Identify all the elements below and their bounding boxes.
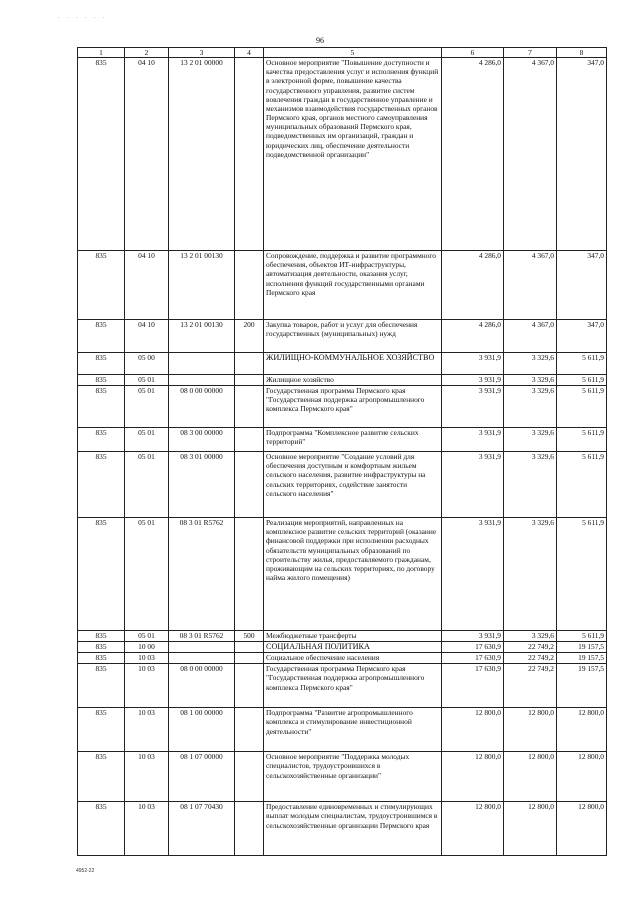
cell-target-article: 13 2 01 00000 [169, 58, 235, 251]
cell-expense-type [235, 353, 264, 375]
cell-expense-type [235, 428, 264, 452]
cell-target-article: 08 1 07 70430 [169, 802, 235, 856]
cell-amount-3: 12 800,0 [557, 802, 607, 856]
cell-admin-code: 835 [78, 58, 125, 251]
cell-expense-type [235, 653, 264, 664]
cell-amount-1: 4 286,0 [442, 251, 504, 320]
cell-section: 10 00 [125, 642, 169, 653]
cell-amount-3: 19 157,5 [557, 664, 607, 708]
cell-target-article: 08 3 01 R5762 [169, 631, 235, 642]
cell-amount-1: 17 630,9 [442, 653, 504, 664]
cell-section: 05 01 [125, 518, 169, 631]
column-header: 8 [557, 48, 607, 58]
cell-target-article [169, 375, 235, 386]
cell-admin-code: 835 [78, 375, 125, 386]
cell-amount-3: 12 800,0 [557, 752, 607, 802]
cell-target-article: 08 3 00 00000 [169, 428, 235, 452]
table-row [78, 251, 607, 320]
cell-amount-1: 3 931,9 [442, 375, 504, 386]
cell-amount-3: 5 611,9 [557, 631, 607, 642]
cell-description: Предоставление единовременных и стимулирующих выплат молодым специалистам, трудоустроившимся в сельскохозяйственные организации Пермского края [264, 802, 442, 856]
cell-admin-code: 835 [78, 664, 125, 708]
cell-target-article: 08 0 00 00000 [169, 386, 235, 428]
cell-amount-2: 12 800,0 [504, 708, 557, 752]
cell-section: 05 00 [125, 353, 169, 375]
cell-amount-3: 5 611,9 [557, 452, 607, 518]
cell-description: Межбюджетные трансферты [264, 631, 442, 642]
cell-description: Социальное обеспечение населения [264, 653, 442, 664]
cell-amount-3: 5 611,9 [557, 353, 607, 375]
cell-amount-1: 12 800,0 [442, 752, 504, 802]
footer-doc-code: 4952-22 [76, 868, 95, 874]
cell-section: 05 01 [125, 428, 169, 452]
cell-amount-2: 22 749,2 [504, 653, 557, 664]
cell-amount-3: 347,0 [557, 58, 607, 251]
cell-section: 05 01 [125, 631, 169, 642]
cell-expense-type [235, 518, 264, 631]
table-row [78, 642, 607, 653]
cell-admin-code: 835 [78, 428, 125, 452]
cell-amount-2: 22 749,2 [504, 642, 557, 653]
cell-amount-1: 3 931,9 [442, 353, 504, 375]
cell-amount-3: 347,0 [557, 251, 607, 320]
cell-section: 10 03 [125, 708, 169, 752]
cell-description: Подпрограмма "Комплексное развитие сельских территорий" [264, 428, 442, 452]
column-header: 2 [125, 48, 169, 58]
cell-amount-3: 347,0 [557, 320, 607, 353]
cell-description: Закупка товаров, работ и услуг для обеспечения государственных (муниципальных) нужд [264, 320, 442, 353]
cell-description: Жилищное хозяйство [264, 375, 442, 386]
cell-admin-code: 835 [78, 802, 125, 856]
cell-amount-2: 22 749,2 [504, 664, 557, 708]
table-row [78, 428, 607, 452]
table-row [78, 653, 607, 664]
cell-section: 04 10 [125, 251, 169, 320]
cell-section: 10 03 [125, 802, 169, 856]
table-row [78, 518, 607, 631]
cell-admin-code: 835 [78, 386, 125, 428]
cell-admin-code: 835 [78, 752, 125, 802]
table-row [78, 386, 607, 428]
table-row [78, 802, 607, 856]
cell-section: 05 01 [125, 452, 169, 518]
cell-expense-type: 200 [235, 320, 264, 353]
cell-amount-2: 3 329,6 [504, 353, 557, 375]
cell-section: 10 03 [125, 752, 169, 802]
column-header: 1 [78, 48, 125, 58]
cell-target-article: 08 3 01 00000 [169, 452, 235, 518]
cell-expense-type [235, 752, 264, 802]
cell-expense-type [235, 375, 264, 386]
cell-target-article: 08 3 01 R5762 [169, 518, 235, 631]
cell-amount-1: 17 630,9 [442, 642, 504, 653]
cell-amount-2: 3 329,6 [504, 375, 557, 386]
table-row [78, 353, 607, 375]
table-row [78, 58, 607, 251]
cell-description: Реализация мероприятий, направленных на комплексное развитие сельских территорий (оказание финансовой поддержки при исполнении расходных обязательств муниципальных образований по строительству жилья, предоставляемого гражданам, проживающим на сельских территориях, по договору найма жилого помещения) [264, 518, 442, 631]
cell-amount-2: 4 367,0 [504, 320, 557, 353]
cell-amount-2: 12 800,0 [504, 752, 557, 802]
cell-expense-type [235, 708, 264, 752]
cell-description: Государственная программа Пермского края "Государственная поддержка агропромышленного комплекса Пермского края" [264, 386, 442, 428]
cell-expense-type [235, 642, 264, 653]
cell-description: Государственная программа Пермского края "Государственная поддержка агропромышленного комплекса Пермского края" [264, 664, 442, 708]
cell-target-article: 08 1 07 00000 [169, 752, 235, 802]
table-row [78, 375, 607, 386]
cell-amount-2: 4 367,0 [504, 58, 557, 251]
cell-amount-3: 12 800,0 [557, 708, 607, 752]
cell-target-article: 13 2 01 00130 [169, 251, 235, 320]
cell-section: 10 03 [125, 653, 169, 664]
cell-expense-type [235, 251, 264, 320]
cell-target-article [169, 653, 235, 664]
cell-amount-2: 3 329,6 [504, 518, 557, 631]
cell-amount-3: 5 611,9 [557, 428, 607, 452]
cell-amount-1: 12 800,0 [442, 708, 504, 752]
cell-admin-code: 835 [78, 653, 125, 664]
cell-section: 10 03 [125, 664, 169, 708]
cell-amount-3: 5 611,9 [557, 375, 607, 386]
cell-expense-type [235, 452, 264, 518]
scan-marks: . . . . . . [58, 14, 108, 20]
cell-amount-3: 5 611,9 [557, 386, 607, 428]
cell-amount-1: 3 931,9 [442, 518, 504, 631]
cell-description: СОЦИАЛЬНАЯ ПОЛИТИКА [264, 642, 442, 653]
cell-description: Сопровождение, поддержка и развитие программного обеспечения, объектов ИТ-инфраструктуры, автоматизация деятельности, оказания услуг, исполнения функций государственными органами Пермского края [264, 251, 442, 320]
cell-amount-2: 3 329,6 [504, 452, 557, 518]
cell-amount-2: 4 367,0 [504, 251, 557, 320]
cell-amount-1: 3 931,9 [442, 428, 504, 452]
cell-admin-code: 835 [78, 251, 125, 320]
cell-amount-1: 3 931,9 [442, 386, 504, 428]
cell-expense-type [235, 386, 264, 428]
cell-expense-type [235, 802, 264, 856]
cell-section: 05 01 [125, 375, 169, 386]
cell-amount-2: 3 329,6 [504, 631, 557, 642]
cell-description: Основное мероприятие "Поддержка молодых специалистов, трудоустроившихся в сельскохозяйственные организации" [264, 752, 442, 802]
cell-description: Основное мероприятие "Повышение доступности и качества предоставления услуг и исполнения функций в электронной форме, повышение качества государственного управления, развитие систем вовлечения граждан в государственное управление и механизмов взаимодействия государственных органов Пермского края, органов местного самоуправления муниципальных образований Пермского края, подведомственных им организаций, граждан и юридических лиц, обеспечение деятельности подведомственной организации" [264, 58, 442, 251]
table-row [78, 752, 607, 802]
cell-description: ЖИЛИЩНО-КОММУНАЛЬНОЕ ХОЗЯЙСТВО [264, 353, 442, 375]
cell-admin-code: 835 [78, 452, 125, 518]
cell-amount-3: 5 611,9 [557, 518, 607, 631]
cell-admin-code: 835 [78, 353, 125, 375]
column-header: 3 [169, 48, 235, 58]
cell-admin-code: 835 [78, 631, 125, 642]
cell-target-article [169, 642, 235, 653]
cell-amount-1: 4 286,0 [442, 320, 504, 353]
cell-amount-1: 17 630,9 [442, 664, 504, 708]
cell-target-article: 13 2 01 00130 [169, 320, 235, 353]
cell-section: 05 01 [125, 386, 169, 428]
cell-expense-type: 500 [235, 631, 264, 642]
table-row [78, 664, 607, 708]
cell-expense-type [235, 664, 264, 708]
cell-target-article [169, 353, 235, 375]
table-row [78, 452, 607, 518]
table-row [78, 631, 607, 642]
cell-admin-code: 835 [78, 708, 125, 752]
cell-section: 04 10 [125, 320, 169, 353]
budget-table [77, 47, 607, 856]
cell-section: 04 10 [125, 58, 169, 251]
cell-amount-3: 19 157,5 [557, 642, 607, 653]
cell-description: Основное мероприятие "Создание условий для обеспечения доступным и комфортным жильем сельского населения, развитие инфраструктуры на сельских территориях, содействие занятости сельского населения" [264, 452, 442, 518]
cell-amount-2: 12 800,0 [504, 802, 557, 856]
cell-target-article: 08 1 00 00000 [169, 708, 235, 752]
cell-description: Подпрограмма "Развитие агропромышленного комплекса и стимулирование инвестиционной деятельности" [264, 708, 442, 752]
cell-amount-3: 19 157,5 [557, 653, 607, 664]
column-header: 5 [264, 48, 442, 58]
cell-amount-2: 3 329,6 [504, 386, 557, 428]
page-number: 96 [316, 36, 324, 45]
column-header: 6 [442, 48, 504, 58]
cell-amount-1: 3 931,9 [442, 631, 504, 642]
column-header: 7 [504, 48, 557, 58]
cell-admin-code: 835 [78, 320, 125, 353]
cell-admin-code: 835 [78, 518, 125, 631]
cell-expense-type [235, 58, 264, 251]
cell-amount-2: 3 329,6 [504, 428, 557, 452]
column-header: 4 [235, 48, 264, 58]
cell-amount-1: 12 800,0 [442, 802, 504, 856]
cell-admin-code: 835 [78, 642, 125, 653]
cell-target-article: 08 0 00 00000 [169, 664, 235, 708]
table-row [78, 320, 607, 353]
header-row [78, 48, 607, 58]
cell-amount-1: 4 286,0 [442, 58, 504, 251]
cell-amount-1: 3 931,9 [442, 452, 504, 518]
table-row [78, 708, 607, 752]
